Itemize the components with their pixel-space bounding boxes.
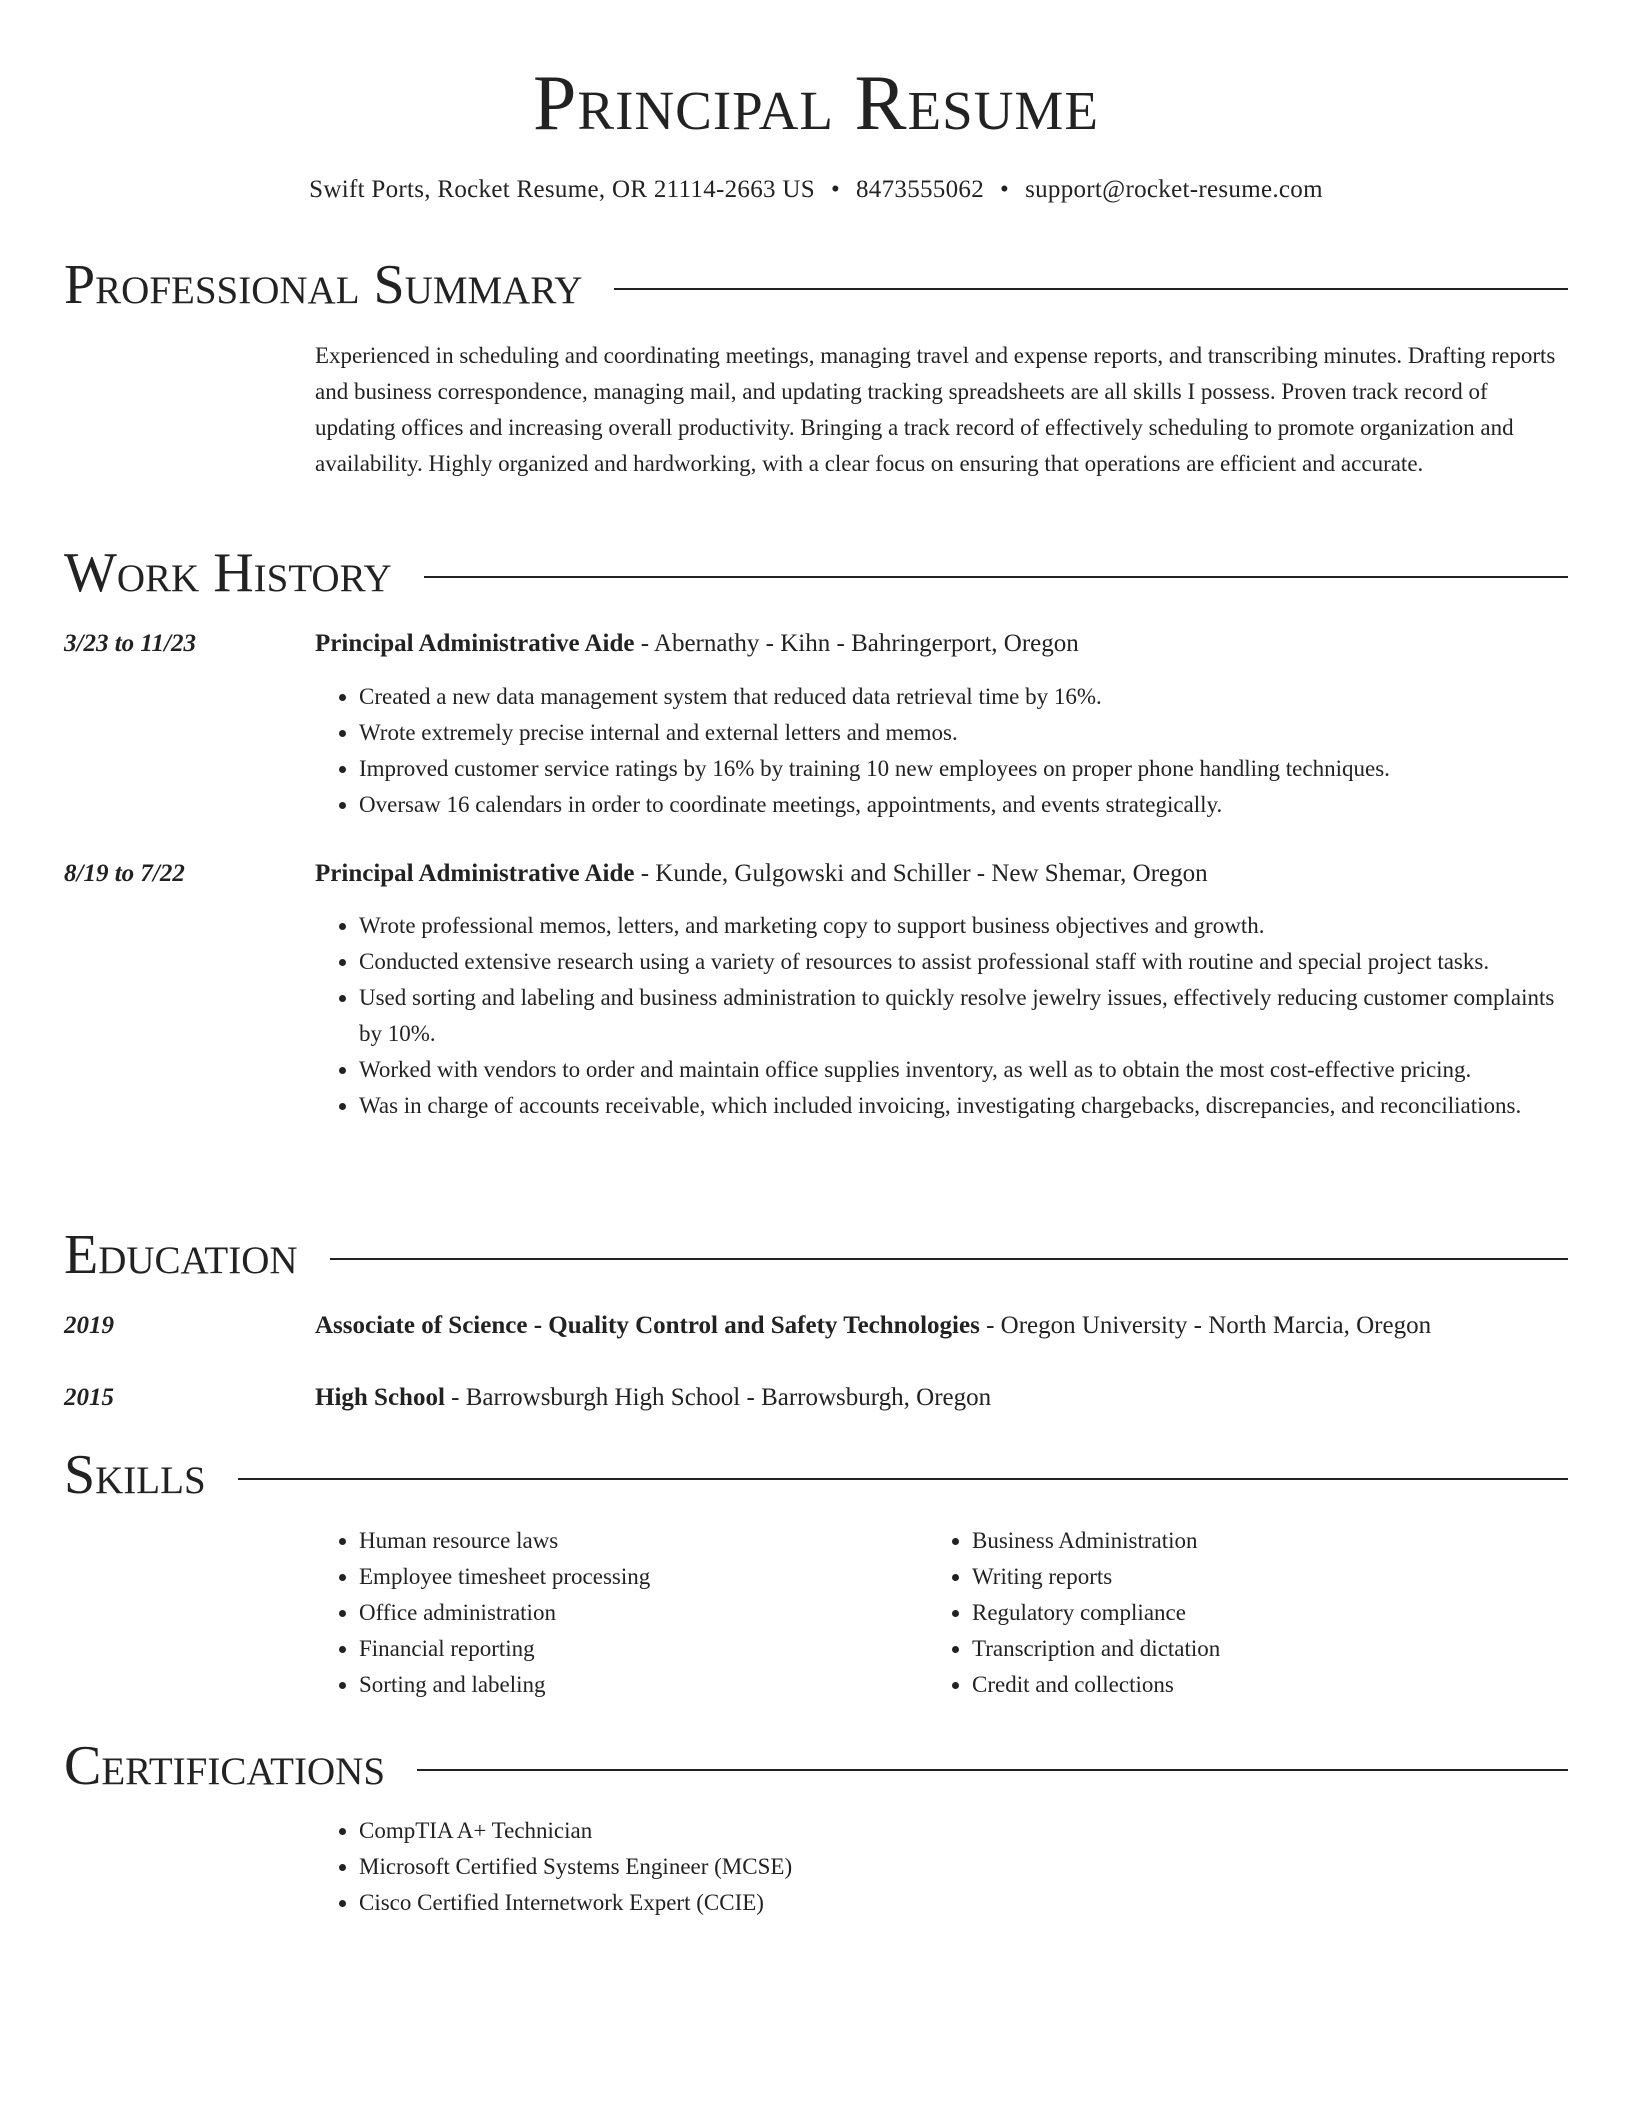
summary-section-header xyxy=(64,250,1568,320)
list-item: • Oversaw 16 calendars in order to coordinate meetings, appointments, and events strategically. xyxy=(359,787,1575,823)
section-divider xyxy=(424,576,1568,578)
summary-text: Experienced in scheduling and coordinating meetings, managing travel and expense reports, and transcribing minutes. Drafting reports and business correspondence, managing mail, and updating tracking spreadsheets are all skills I possess. Proven track record of updating offices and increasing overall productivity. Bringing a track record of effectively scheduling to promote organization and availability. Highly organized and hardworking, with a clear focus on ensuring that operations are efficient and accurate. xyxy=(315,343,1556,476)
contact-email: support@rocket-resume.com xyxy=(1025,176,1323,203)
skills-section-header xyxy=(64,1440,1568,1510)
education-entry xyxy=(315,1382,1575,1414)
resume-title: Principal Resume xyxy=(533,59,1099,146)
contact-line xyxy=(0,174,1632,206)
skills-left-list xyxy=(315,1523,915,1703)
job-bullets xyxy=(315,679,1575,823)
list-item: • Regulatory compliance xyxy=(972,1595,1528,1631)
education-section-header xyxy=(64,1220,1568,1290)
list-item: • Wrote extremely precise internal and external letters and memos. xyxy=(359,715,1575,751)
section-divider xyxy=(330,1258,1568,1260)
job-details: - Kunde, Gulgowski and Schiller - New Shemar, Oregon xyxy=(634,860,1208,887)
list-item: • Used sorting and labeling and business administration to quickly resolve jewelry issues, effectively reducing customer complaints by 10%. xyxy=(359,980,1575,1052)
list-item: • Created a new data management system that reduced data retrieval time by 16%. xyxy=(359,679,1575,715)
summary-heading: Professional Summary xyxy=(64,254,583,316)
list-item: • Microsoft Certified Systems Engineer (MCSE) xyxy=(359,1849,1575,1885)
list-item: • Worked with vendors to order and maintain office supplies inventory, as well as to obtain the most cost-effective pricing. xyxy=(359,1052,1575,1088)
work-section-header xyxy=(64,538,1568,608)
list-item: • Financial reporting xyxy=(359,1631,915,1667)
skills-heading: Skills xyxy=(64,1444,206,1506)
list-item: • Transcription and dictation xyxy=(972,1631,1528,1667)
job-dates: 8/19 to 7/22 xyxy=(64,860,185,887)
contact-separator: • xyxy=(1000,176,1010,203)
section-divider xyxy=(614,288,1568,290)
education-heading: Education xyxy=(64,1224,298,1286)
list-item: • Conducted extensive research using a variety of resources to assist professional staff with routine and special project tasks. xyxy=(359,944,1575,980)
certifications-section-header xyxy=(64,1731,1568,1801)
education-year: 2015 xyxy=(64,1384,114,1411)
education-details: - Barrowsburgh High School - Barrowsburgh, Oregon xyxy=(444,1384,992,1411)
job-dates: 3/23 to 11/23 xyxy=(64,630,196,657)
list-item: • Office administration xyxy=(359,1595,915,1631)
contact-separator: • xyxy=(830,176,840,203)
list-item: • Employee timesheet processing xyxy=(359,1559,915,1595)
list-item: • Sorting and labeling xyxy=(359,1667,915,1703)
job-details: - Abernathy - Kihn - Bahringerport, Oregon xyxy=(634,630,1079,657)
list-item: • Was in charge of accounts receivable, which included invoicing, investigating chargebacks, discrepancies, and reconciliations. xyxy=(359,1088,1575,1124)
education-degree: High School xyxy=(315,1384,445,1411)
list-item: • Improved customer service ratings by 16% by training 10 new employees on proper phone handling techniques. xyxy=(359,751,1575,787)
list-item: • Writing reports xyxy=(972,1559,1528,1595)
job-bullets xyxy=(315,908,1575,1124)
work-heading: Work History xyxy=(64,542,392,604)
job-title: Principal Administrative Aide xyxy=(315,630,635,657)
list-item: • Credit and collections xyxy=(972,1667,1528,1703)
education-entry xyxy=(315,1310,1575,1342)
list-item: • CompTIA A+ Technician xyxy=(359,1813,1575,1849)
list-item: • Wrote professional memos, letters, and marketing copy to support business objectives and growth. xyxy=(359,908,1575,944)
job-title: Principal Administrative Aide xyxy=(315,860,635,887)
education-degree: Associate of Science - Quality Control and Safety Technologies xyxy=(315,1312,980,1339)
list-item: • Cisco Certified Internetwork Expert (CCIE) xyxy=(359,1885,1575,1921)
certifications-heading: Certifications xyxy=(64,1735,386,1797)
list-item: • Business Administration xyxy=(972,1523,1528,1559)
education-year: 2019 xyxy=(64,1312,114,1339)
job-heading xyxy=(315,858,1575,890)
education-details: - Oregon University - North Marcia, Oregon xyxy=(979,1312,1432,1339)
contact-phone: 8473555062 xyxy=(856,176,984,203)
job-heading xyxy=(315,628,1575,660)
list-item: • Human resource laws xyxy=(359,1523,915,1559)
skills-right-list xyxy=(928,1523,1528,1703)
section-divider xyxy=(417,1769,1568,1771)
certifications-list xyxy=(315,1813,1575,1921)
section-divider xyxy=(238,1478,1568,1480)
contact-address: Swift Ports, Rocket Resume, OR 21114-2663 US xyxy=(309,176,815,203)
